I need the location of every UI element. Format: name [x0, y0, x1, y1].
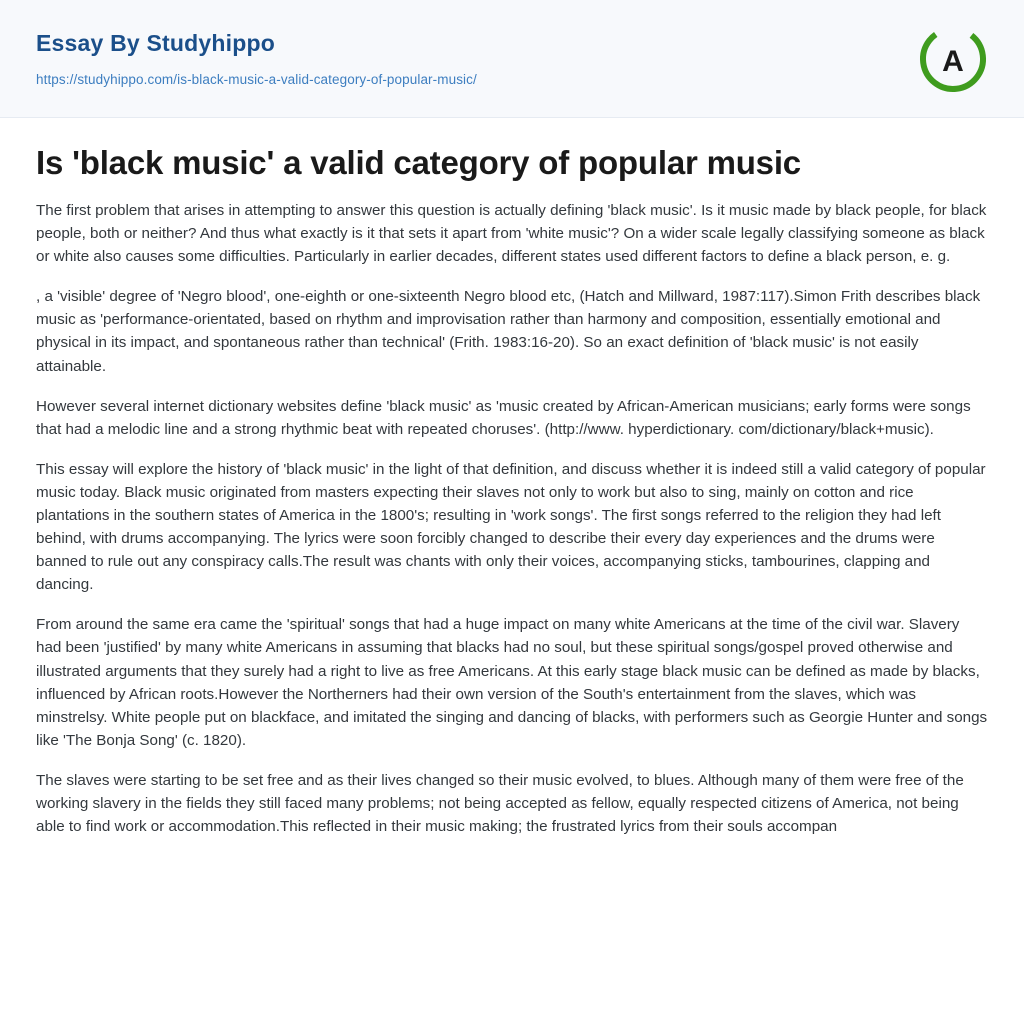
article-paragraph: , a 'visible' degree of 'Negro blood', one-eighth or one-sixteenth Negro blood etc, (Hatch and Millward, 1987:117).Simon Frith describes black music as 'performance-orientated, based on rhythm and improvisation rather than harmony and composition, essentially emotional and physical in its impact, and spontaneous rather than technical' (Frith. 1983:16-20). So an exact definition of 'black music' is not easily attainable. — [36, 288, 981, 375]
article-paragraph: The slaves were starting to be set free and as their lives changed so their music evolved, to blues. Although many of them were free of the working slavery in the fields they still faced many problems; not being accepted as fellow, equally respected citizens of America, not being able to find work or accommodation.This reflected in their music making; the frustrated lyrics from their souls accompan — [36, 771, 964, 836]
site-header — [0, 0, 1024, 118]
source-url-link[interactable]: https://studyhippo.com/is-black-music-a-valid-category-of-popular-music/ — [36, 71, 477, 87]
article-body — [0, 118, 1024, 838]
brand-title — [36, 30, 988, 58]
article-paragraph: From around the same era came the 'spiritual' songs that had a huge impact on many white Americans at the time of the civil war. Slavery had been 'justified' by many white Americans in assuming that blacks had no soul, but these spiritual songs/gospel proved otherwise and illustrated arguments that they surely had a right to live as free Americans. At this early stage black music can be defined as made by blacks, influenced by African roots.However the Northerners had their own version of the South's entertainment from the slaves, which was minstrelsy. White people put on blackface, and imitated the singing and dancing of blacks, with performers such as Georgie Hunter and songs like 'The Bonja Song' (c. 1820). — [36, 616, 988, 749]
article-paragraph: This essay will explore the history of 'black music' in the light of that definition, and discuss whether it is indeed still a valid category of popular music today. Black music originated from masters expecting their slaves not only to work but also to sing, mainly on cotton and rice plantations in the southern states of America in the 1800's; resulting in 'work songs'. The first songs referred to the religion they had left behind, with drums accompanying. The lyrics were soon forcibly changed to describe their every day experiences and the drums were banned to rule out any conspiracy calls.The result was chants with only their voices, accompanying sticks, tambourines, clapping and dancing. — [36, 460, 986, 594]
article-paragraph: However several internet dictionary websites define 'black music' as 'music created by African-American musicians; early forms were songs that had a melodic line and a strong rhythmic beat with repeated choruses'. (http://www. hyperdictionary. com/dictionary/black+music). — [36, 397, 971, 438]
brand-name: Studyhippo — [146, 30, 275, 56]
article-paragraph: The first problem that arises in attempting to answer this question is actually defining 'black music'. Is it music made by black people, for black people, both or neither? And thus what exactly is it that sets it apart from 'white music'? On a wider scale legally classifying someone as black or white also causes some difficulties. Particularly in earlier decades, different states used different factors to define a black person, e. g. — [36, 201, 987, 266]
brand-prefix: Essay By — [36, 30, 147, 56]
studyhippo-logo-icon — [916, 22, 990, 96]
svg-text:A: A — [942, 45, 964, 78]
page-title: Is 'black music' a valid category of popular music — [36, 144, 801, 181]
